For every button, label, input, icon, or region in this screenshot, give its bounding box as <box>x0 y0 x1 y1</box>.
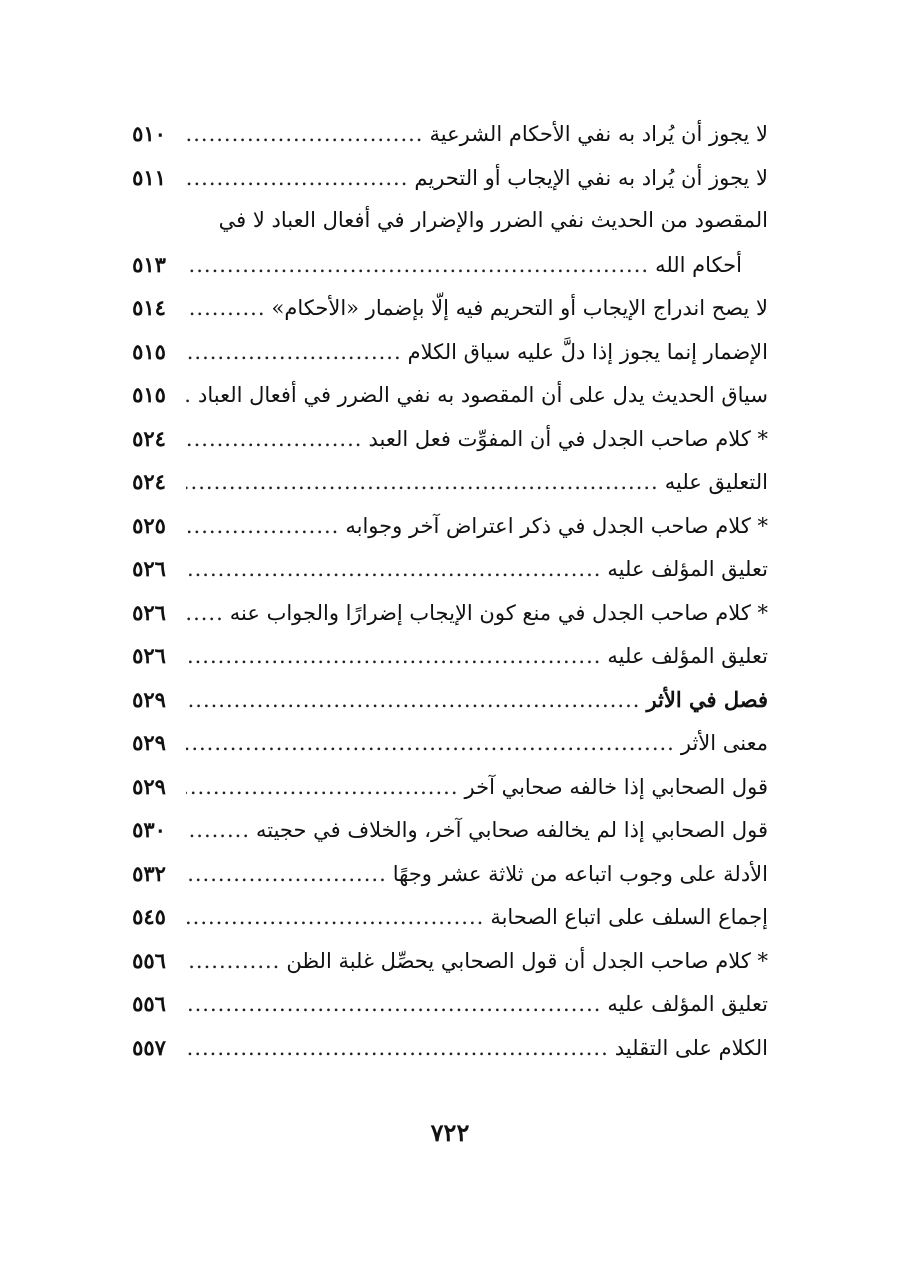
toc-entry-page: ٥١٠ <box>132 121 166 146</box>
dot-leader <box>186 679 640 723</box>
dot-leader <box>186 983 601 1027</box>
dot-leader <box>186 940 280 984</box>
dot-leader <box>186 809 250 853</box>
toc-entry-page: ٥١٥ <box>132 382 166 407</box>
toc-entry-page: ٥٣٢ <box>132 860 166 886</box>
toc-entry-title: الأدلة على وجوب اتباعه من ثلاثة عشر وجهًا <box>392 861 768 886</box>
toc-entry <box>118 112 768 156</box>
toc-entry-page: ٥٢٥ <box>132 512 166 538</box>
toc-entry-title: * كلام صاحب الجدل في ذكر اعتراض آخر وجوابه <box>345 513 768 538</box>
toc-entry <box>118 1026 768 1070</box>
toc-entry-page: ٥٢٦ <box>132 556 166 581</box>
toc-entry-title: قول الصحابي إذا خالفه صحابي آخر <box>464 774 768 799</box>
toc-entry-page: ٥٢٦ <box>132 643 166 668</box>
dot-leader <box>186 374 192 418</box>
dot-leader <box>186 157 408 201</box>
page-number: ٧٢٢ <box>430 1118 470 1147</box>
toc-entry-title: معنى الأثر <box>680 731 768 755</box>
toc-entry <box>118 460 768 504</box>
toc-entry <box>118 808 768 852</box>
toc-entry <box>118 417 768 461</box>
toc-entry <box>118 286 768 330</box>
dot-leader <box>186 461 659 505</box>
toc-entry-page: ٥١٥ <box>132 338 166 364</box>
toc-entry-page: ٥٢٦ <box>132 599 166 625</box>
toc-entry-title: * كلام صاحب الجدل أن قول الصحابي يحصِّل غلبة الظن <box>286 948 768 973</box>
toc-entry <box>118 634 768 678</box>
toc-entry-title: الكلام على التقليد <box>614 1035 768 1060</box>
dot-leader <box>186 766 459 810</box>
dot-leader <box>186 505 339 549</box>
toc-entry-title: * كلام صاحب الجدل في أن المفوِّت فعل العبد <box>368 426 768 451</box>
table-of-contents <box>118 112 768 1069</box>
dot-leader <box>186 635 601 679</box>
toc-entry-page: ٥٥٦ <box>132 991 166 1016</box>
toc-entry-page: ٥١١ <box>132 164 166 190</box>
dot-leader <box>186 896 484 940</box>
toc-entry <box>118 765 768 809</box>
toc-entry-title: لا يجوز أن يُراد به نفي الأحكام الشرعية <box>429 122 768 146</box>
dot-leader <box>186 722 675 766</box>
toc-entry-title: فصل في الأثر <box>646 686 768 712</box>
toc-entry <box>118 330 768 374</box>
toc-entry-page: ٥٢٩ <box>132 773 166 799</box>
toc-entry-page: ٥٢٤ <box>132 425 166 451</box>
dot-leader <box>186 331 402 375</box>
toc-entry-title: تعليق المؤلف عليه <box>607 992 768 1016</box>
toc-entry-title: تعليق المؤلف عليه <box>607 644 768 668</box>
toc-entry-title: المقصود من الحديث نفي الضرر والإضرار في أفعال العباد لا في <box>218 208 768 232</box>
toc-section-heading <box>118 678 768 722</box>
toc-entry-page: ٥٢٤ <box>132 469 166 494</box>
toc-entry-title: لا يصح اندراج الإيجاب أو التحريم فيه إلّا بإضمار «الأحكام» <box>271 296 768 320</box>
toc-entry <box>118 939 768 983</box>
toc-entry <box>118 199 768 243</box>
toc-entry-title: تعليق المؤلف عليه <box>607 557 768 581</box>
toc-entry <box>118 547 768 591</box>
dot-leader <box>186 853 387 897</box>
toc-entry <box>118 373 768 417</box>
toc-entry-title: التعليق عليه <box>664 470 768 494</box>
toc-entry-page: ٥٥٦ <box>132 947 166 973</box>
toc-entry-page: ٥٤٥ <box>132 904 166 929</box>
toc-entry-page: ٥٢٩ <box>132 686 166 712</box>
dot-leader <box>186 244 649 288</box>
toc-entry-page: ٥٢٩ <box>132 730 166 755</box>
toc-entry-title: لا يجوز أن يُراد به نفي الإيجاب أو التحريم <box>414 165 768 190</box>
toc-entry-title: * كلام صاحب الجدل في منع كون الإيجاب إضرارًا والجواب عنه <box>229 600 768 625</box>
toc-entry-page: ٥٣٠ <box>132 817 166 842</box>
toc-entry <box>118 721 768 765</box>
toc-entry-page: ٥١٤ <box>132 295 166 320</box>
dot-leader <box>186 592 224 636</box>
toc-entry <box>118 156 768 200</box>
toc-entry <box>118 895 768 939</box>
toc-entry-page: ٥٥٧ <box>132 1034 166 1060</box>
dot-leader <box>186 548 601 592</box>
dot-leader <box>186 418 362 462</box>
toc-entry <box>118 243 768 287</box>
toc-entry <box>118 591 768 635</box>
toc-entry <box>118 982 768 1026</box>
toc-entry-title: أحكام الله <box>655 252 742 277</box>
dot-leader <box>186 287 266 331</box>
toc-entry-title: الإضمار إنما يجوز إذا دلَّ عليه سياق الكلام <box>407 339 768 364</box>
dot-leader <box>186 1027 609 1071</box>
toc-entry-title: إجماع السلف على اتباع الصحابة <box>490 905 768 929</box>
dot-leader <box>186 113 423 157</box>
toc-entry-title: قول الصحابي إذا لم يخالفه صحابي آخر، والخلاف في حجيته <box>256 818 768 842</box>
toc-entry-page: ٥١٣ <box>132 251 166 277</box>
toc-entry <box>118 852 768 896</box>
toc-entry-title: سياق الحديث يدل على أن المقصود به نفي الضرر في أفعال العباد <box>197 383 768 407</box>
toc-entry <box>118 504 768 548</box>
